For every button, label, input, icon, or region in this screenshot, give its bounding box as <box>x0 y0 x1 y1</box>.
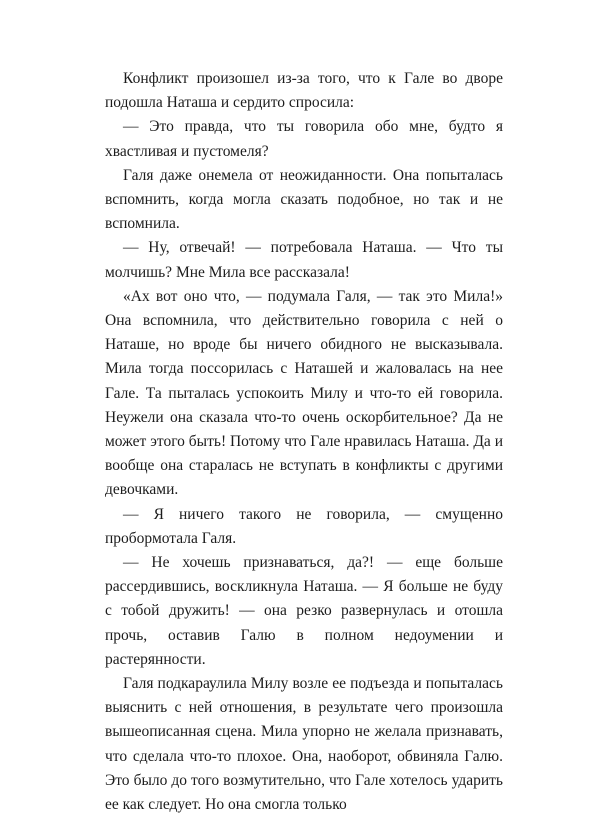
paragraph-natasha-leaves: — Не хочешь признаваться, да?! — еще больше рассердившись, воскликнула Наташа. — Я больше не буду с тобой дружить! — она резко развернулась и отошла прочь, оставив Галю в полном недоумении и растерянности. <box>105 554 503 668</box>
paragraph-galya-confronts-mila: Галя подкараулила Милу возле ее подъезда и попыталась выяснить с ней отношения, в результате чего произошла вышеописанная сцена. Мила упорно не желала признавать, что сделала что-то плохое. Она, наоборот, обвиняла Галю. Это было до того возмутительно, что Гале хотелось ударить ее как следует. Но она смогла только <box>105 675 503 814</box>
paragraph-galya-denies: — Я ничего такого не говорила, — смущенно пробормотала Галя. <box>105 505 503 547</box>
paragraph-natasha-demands: — Ну, отвечай! — потребовала Наташа. — Что ты молчишь? Мне Мила все рассказала! <box>105 239 503 281</box>
paragraph-galya-remembers: «Ах вот оно что, — подумала Галя, — так это Мила!» Она вспомнила, что действительно говорила с ней о Наташе, но вроде бы ничего обидного не высказывала. Мила тогда поссорилась с Наташей и жаловалась на нее Гале. Та пыталась успокоить Милу и что-то ей говорила. Неужели она сказала что-то очень оскорбительное? Да не может этого быть! Потому что Гале нравилась Наташа. Да и вообще она старалась не вступать в конфликты с другими девочками. <box>105 287 503 499</box>
paragraph-natasha-question: — Это правда, что ты говорила обо мне, будто я хвастливая и пустомеля? <box>105 118 503 160</box>
page-body-text <box>105 67 503 817</box>
paragraph-galya-speechless: Галя даже онемела от неожиданности. Она попыталась вспомнить, когда могла сказать подобное, но так и не вспомнила. <box>105 166 503 233</box>
paragraph-conflict-intro: Конфликт произошел из-за того, что к Гале во дворе подошла Наташа и сердито спросила: <box>105 70 503 112</box>
